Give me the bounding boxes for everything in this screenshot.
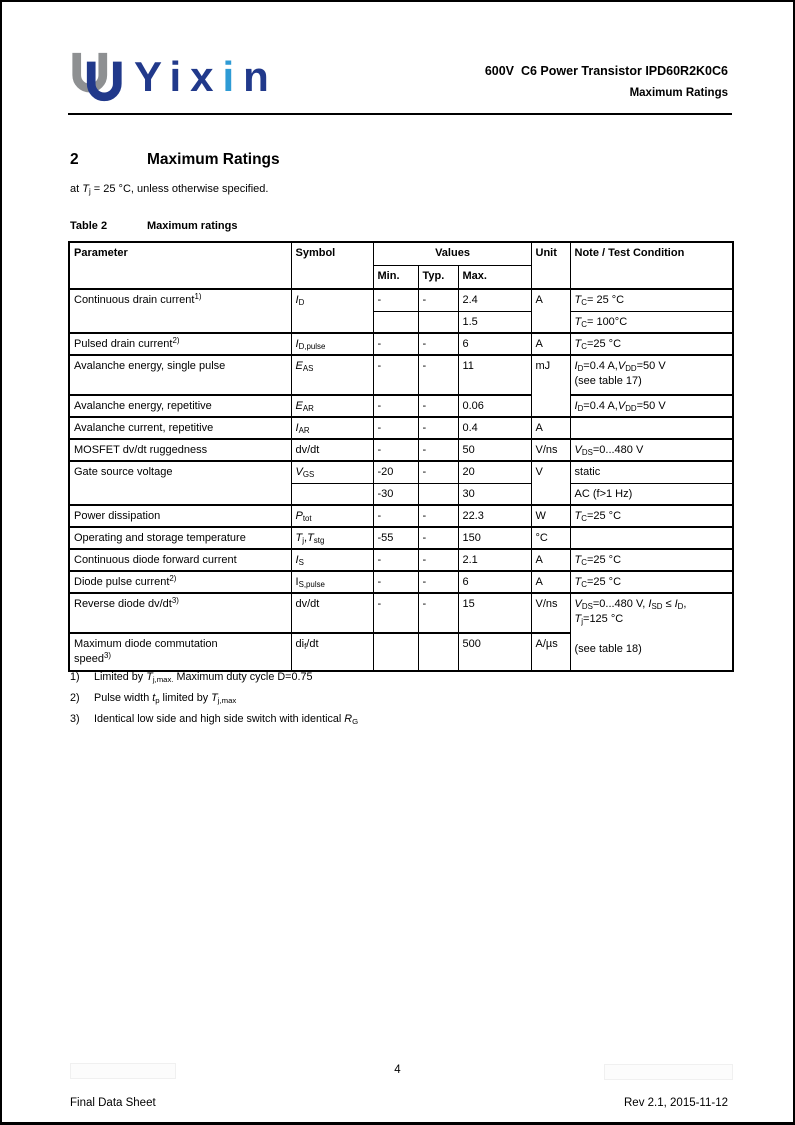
table-caption <box>70 220 237 232</box>
table-caption-label: Table 2 <box>70 220 108 232</box>
cell-parameter: Avalanche energy, repetitive <box>69 395 291 417</box>
cell-typ: - <box>418 571 458 593</box>
cell-note: $T_C=25$ °C <box>570 505 733 527</box>
cell-unit: A <box>531 417 570 439</box>
cell-parameter: Continuous drain current$^{1)}$ <box>69 289 291 333</box>
cell-max: 6 <box>458 333 531 355</box>
cell-unit: V/ns <box>531 439 570 461</box>
cell-max: 15 <box>458 593 531 633</box>
cell-symbol: $I_{D,pulse}$ <box>291 333 373 355</box>
yixin-double-u-icon <box>68 50 126 106</box>
cell-note: $T_C=25$ °C <box>570 571 733 593</box>
yixin-logo-wordmark <box>134 50 278 104</box>
cell-min: -20 <box>373 461 418 483</box>
table-row <box>69 461 733 483</box>
table-row <box>69 395 733 417</box>
cell-symbol: $E_{AR}$ <box>291 395 373 417</box>
cell-max: 30 <box>458 483 531 505</box>
cell-parameter: Continuous diode forward current <box>69 549 291 571</box>
cell-max: 50 <box>458 439 531 461</box>
cell-unit: A <box>531 289 570 333</box>
footnote-marker: 1) <box>70 671 80 683</box>
cell-typ <box>418 311 458 333</box>
cell-min: - <box>373 289 418 311</box>
cell-parameter: Avalanche current, repetitive <box>69 417 291 439</box>
footnote-marker: 3) <box>70 713 80 725</box>
cell-note: $V_{DS}=0...480$ V, $I_{SD} \le I_D$, $T_j=125$ °C (see table 18) <box>570 593 733 671</box>
cell-symbol: dv/dt <box>291 593 373 633</box>
yixin-logo <box>68 50 278 106</box>
footnote-text: Identical low side and high side switch with identical $R_G$ <box>94 713 359 727</box>
cell-symbol: $I_{AR}$ <box>291 417 373 439</box>
footnotes <box>70 668 358 731</box>
cell-max: 22.3 <box>458 505 531 527</box>
col-header-parameter: Parameter <box>69 242 291 289</box>
cell-max: 6 <box>458 571 531 593</box>
cell-unit: V/ns <box>531 593 570 633</box>
cell-unit: mJ <box>531 355 570 417</box>
cell-unit: °C <box>531 527 570 549</box>
cell-parameter: Avalanche energy, single pulse <box>69 355 291 395</box>
logo-letter: n <box>243 53 278 100</box>
cell-symbol: $di_f/dt$ <box>291 633 373 671</box>
cell-typ: - <box>418 395 458 417</box>
table-header-row <box>69 242 733 265</box>
logo-letter: i <box>222 53 244 100</box>
cell-max: 11 <box>458 355 531 395</box>
cell-note: AC (f>1 Hz) <box>570 483 733 505</box>
table-row <box>69 355 733 395</box>
cell-unit: A <box>531 333 570 355</box>
cell-symbol: $I_D$ <box>291 289 373 333</box>
cell-typ: - <box>418 289 458 311</box>
cell-unit: W <box>531 505 570 527</box>
cell-note <box>570 527 733 549</box>
cell-typ: - <box>418 505 458 527</box>
intro-text: at $T_j = 25$ °C, unless otherwise specified. <box>70 183 269 197</box>
cell-min: - <box>373 355 418 395</box>
cell-symbol <box>291 483 373 505</box>
table-row <box>69 549 733 571</box>
col-header-min: Min. <box>373 265 418 289</box>
footnote <box>70 689 358 707</box>
cell-typ <box>418 633 458 671</box>
cell-max: 0.06 <box>458 395 531 417</box>
cell-max: 1.5 <box>458 311 531 333</box>
cell-unit: V <box>531 461 570 505</box>
cell-min: -30 <box>373 483 418 505</box>
cell-min: - <box>373 571 418 593</box>
cell-max: 2.4 <box>458 289 531 311</box>
cell-min: - <box>373 395 418 417</box>
cell-unit: A <box>531 549 570 571</box>
footnote <box>70 668 358 686</box>
cell-min <box>373 633 418 671</box>
cell-max: 150 <box>458 527 531 549</box>
logo-letter: Y <box>134 53 170 100</box>
cell-parameter: Pulsed drain current$^{2)}$ <box>69 333 291 355</box>
cell-max: 2.1 <box>458 549 531 571</box>
logo-letter: x <box>190 53 223 100</box>
cell-note: $T_C=25$ °C <box>570 549 733 571</box>
table-row <box>69 289 733 311</box>
cell-note: $T_C= 100^\circ C$ <box>570 311 733 333</box>
header-rule <box>68 113 732 115</box>
cell-min: - <box>373 417 418 439</box>
cell-parameter: Power dissipation <box>69 505 291 527</box>
col-header-typ: Typ. <box>418 265 458 289</box>
col-header-symbol: Symbol <box>291 242 373 289</box>
cell-parameter: Maximum diode commutation speed$^{3)}$ <box>69 633 291 671</box>
page-number: 4 <box>394 1064 401 1076</box>
cell-min: - <box>373 549 418 571</box>
cell-typ <box>418 483 458 505</box>
footnote-text: Pulse width $t_p$ limited by $T_{j,max}$ <box>94 692 237 706</box>
cell-typ: - <box>418 439 458 461</box>
cell-parameter: Operating and storage temperature <box>69 527 291 549</box>
cell-note: $T_C= 25$ °C <box>570 289 733 311</box>
cell-typ: - <box>418 549 458 571</box>
cell-parameter: Reverse diode $dv/dt^{3)}$ <box>69 593 291 633</box>
footnote-text: Limited by $T_{j,max.}$ Maximum duty cycle D=0.75 <box>94 671 313 685</box>
cell-min: - <box>373 333 418 355</box>
cell-note: $T_C=25$ °C <box>570 333 733 355</box>
section-heading <box>70 151 280 169</box>
footer-document-status: Final Data Sheet <box>70 1097 156 1109</box>
col-header-values: Values <box>373 242 531 265</box>
table-row <box>69 527 733 549</box>
table-row <box>69 439 733 461</box>
document-subtitle: Maximum Ratings <box>629 87 728 99</box>
cell-max: 500 <box>458 633 531 671</box>
cell-note <box>570 417 733 439</box>
col-header-max: Max. <box>458 265 531 289</box>
cell-min: - <box>373 505 418 527</box>
col-header-note: Note / Test Condition <box>570 242 733 289</box>
cell-max: 20 <box>458 461 531 483</box>
cell-parameter: MOSFET dv/dt ruggedness <box>69 439 291 461</box>
cell-min: - <box>373 439 418 461</box>
cell-note: $I_D=0.4$ $A,V_{DD}=50$ V <box>570 395 733 417</box>
cell-symbol: $I_S$ <box>291 549 373 571</box>
footnote <box>70 710 358 728</box>
cell-typ: - <box>418 527 458 549</box>
table-row <box>69 417 733 439</box>
cell-note: static <box>570 461 733 483</box>
cell-note: $V_{DS}=0...480$ V <box>570 439 733 461</box>
table-row <box>69 333 733 355</box>
cell-symbol: $E_{AS}$ <box>291 355 373 395</box>
cell-symbol: $V_{GS}$ <box>291 461 373 483</box>
cell-parameter: Diode pulse current$^{2)}$ <box>69 571 291 593</box>
cell-symbol: dv/dt <box>291 439 373 461</box>
cell-min: -55 <box>373 527 418 549</box>
cell-unit: A <box>531 571 570 593</box>
cell-symbol: $P_{tot}$ <box>291 505 373 527</box>
cell-note: $I_D=0.4$ $A,V_{DD}=50$ V (see table 17) <box>570 355 733 395</box>
maximum-ratings-table <box>68 241 734 672</box>
cell-min: - <box>373 593 418 633</box>
cell-max: 0.4 <box>458 417 531 439</box>
cell-typ: - <box>418 333 458 355</box>
cell-typ: - <box>418 461 458 483</box>
table-row <box>69 505 733 527</box>
cell-typ: - <box>418 417 458 439</box>
footer-revision: Rev 2.1, 2015-11-12 <box>624 1097 728 1109</box>
table-caption-title: Maximum ratings <box>147 220 238 232</box>
document-title: 600V C6 Power Transistor IPD60R2K0C6 <box>484 64 728 78</box>
table-row <box>69 593 733 633</box>
section-title: Maximum Ratings <box>147 151 280 168</box>
cell-typ: - <box>418 355 458 395</box>
footnote-marker: 2) <box>70 692 80 704</box>
cell-min <box>373 311 418 333</box>
logo-letter: i <box>169 53 191 100</box>
table-row <box>69 571 733 593</box>
cell-typ: - <box>418 593 458 633</box>
col-header-unit: Unit <box>531 242 570 289</box>
cell-parameter: Gate source voltage <box>69 461 291 505</box>
cell-symbol: $I_{S,pulse}$ <box>291 571 373 593</box>
cell-unit: A/µs <box>531 633 570 671</box>
section-number: 2 <box>70 151 79 168</box>
cell-symbol: $T_j,T_{stg}$ <box>291 527 373 549</box>
